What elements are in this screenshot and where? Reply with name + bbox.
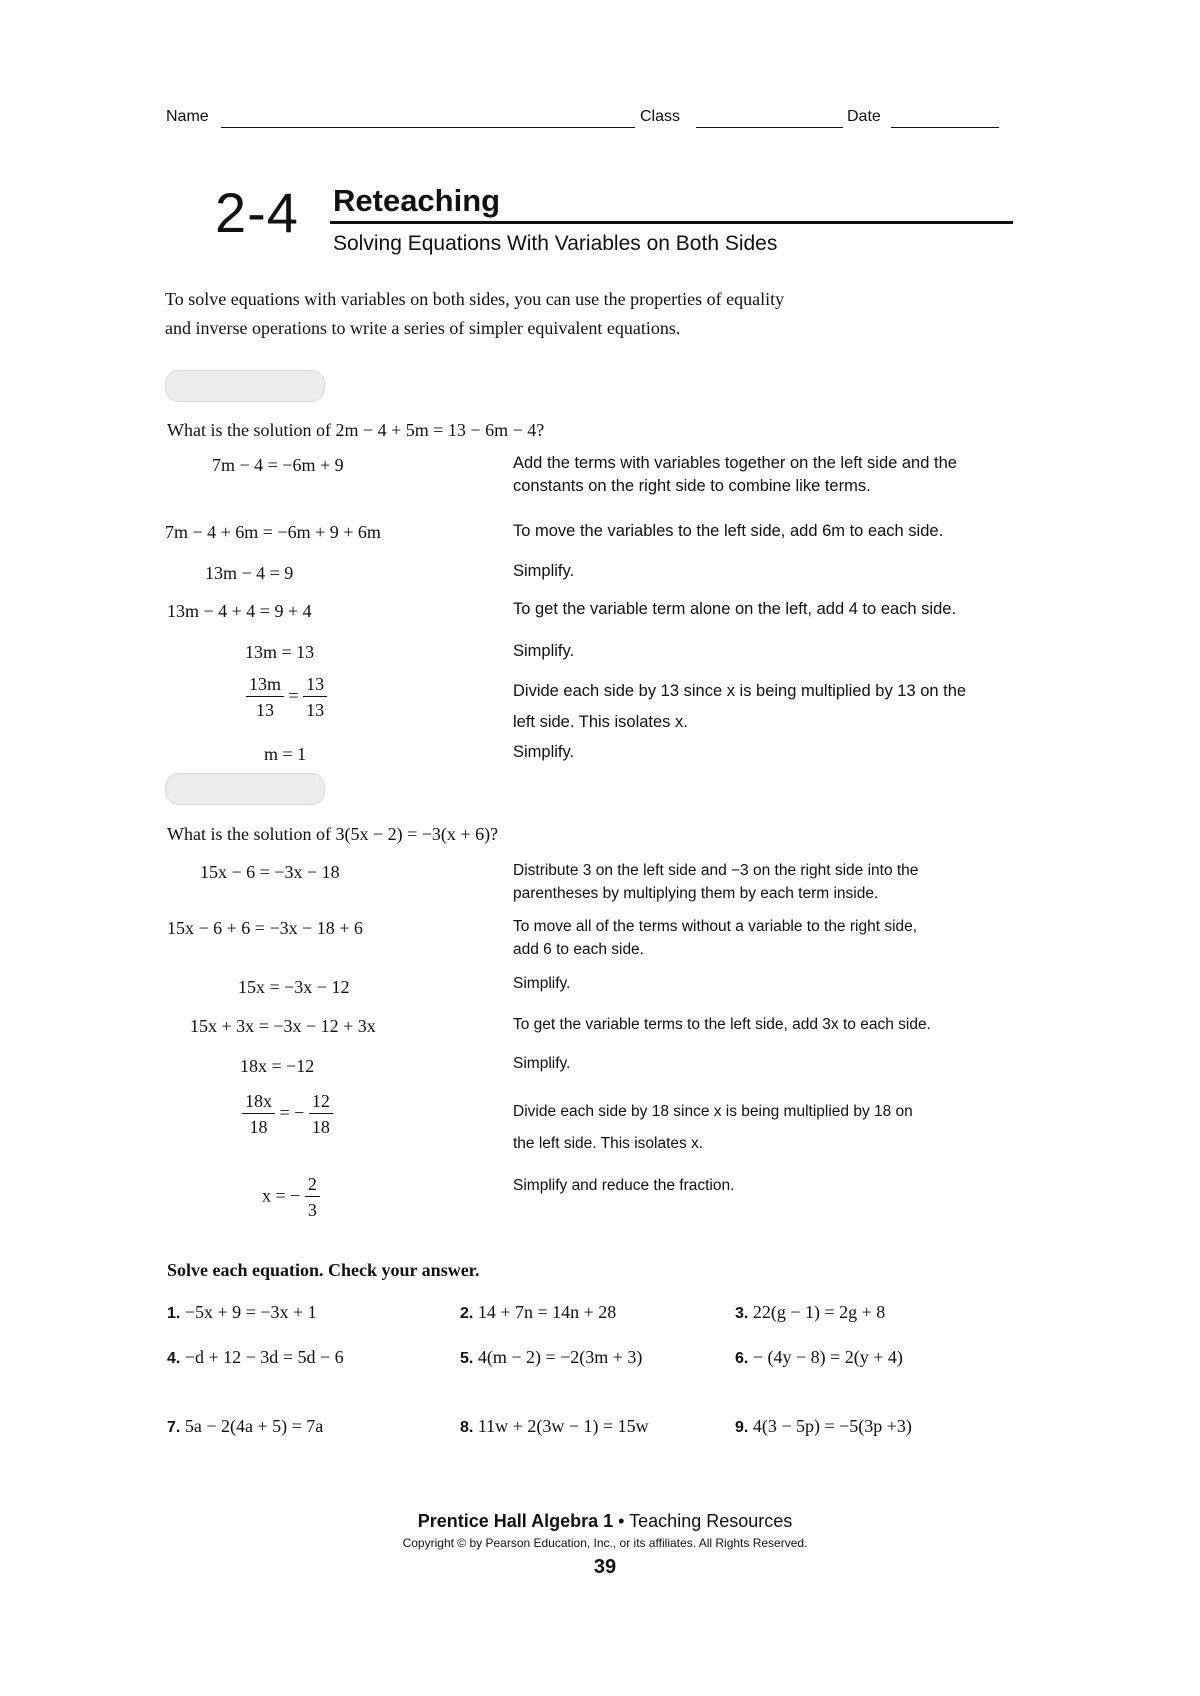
class-line[interactable] bbox=[696, 127, 843, 128]
p2-fraction-right-den: 18 bbox=[311, 1117, 330, 1137]
exercise-1-number: 1. bbox=[167, 1305, 181, 1322]
p2-step-1-eq: 15x − 6 = −3x − 18 bbox=[200, 862, 340, 882]
p2-step-4-desc: To get the variable terms to the left side, add 3x to each side. bbox=[513, 1016, 931, 1033]
exercise-3 bbox=[735, 1302, 885, 1323]
p2-step-2-eq: 15x − 6 + 6 = −3x − 18 + 6 bbox=[167, 918, 363, 938]
p2-step-6-desc-line-2: the left side. This isolates x. bbox=[513, 1135, 704, 1152]
exercise-8-equation: 11w + 2(3w − 1) = 15w bbox=[477, 1416, 649, 1436]
p2-step-2-desc-line-2: add 6 to each side. bbox=[513, 941, 644, 958]
p1-step-7-desc: Simplify. bbox=[513, 743, 575, 761]
p2-step-6-desc bbox=[513, 1096, 1083, 1160]
exercise-3-number: 3. bbox=[735, 1305, 749, 1322]
lesson-number: 2-4 bbox=[215, 181, 299, 244]
p2-step-3-desc: Simplify. bbox=[513, 975, 571, 992]
p1-step-4-desc: To get the variable term alone on the left, add 4 to each side. bbox=[513, 600, 957, 618]
exercise-9-equation: 4(3 − 5p) = −5(3p +3) bbox=[752, 1416, 912, 1436]
p2-step-6-desc-line-1: Divide each side by 18 since x is being multiplied by 18 on bbox=[513, 1103, 913, 1120]
exercise-5-equation: 4(m − 2) = −2(3m + 3) bbox=[477, 1347, 643, 1367]
exercise-2-number: 2. bbox=[460, 1305, 474, 1322]
p2-step-7-fraction-num: 2 bbox=[305, 1172, 320, 1197]
class-label: Class bbox=[640, 108, 681, 125]
lesson-subtitle: Solving Equations With Variables on Both Sides bbox=[333, 232, 778, 255]
p1-fraction-right-den: 13 bbox=[306, 700, 325, 720]
exercise-6-number: 6. bbox=[735, 1350, 749, 1367]
footer-copyright: Copyright © by Pearson Education, Inc., or its affiliates. All Rights Reserved. bbox=[402, 1536, 808, 1550]
exercise-9-number: 9. bbox=[735, 1419, 749, 1436]
p2-step-7-desc: Simplify and reduce the fraction. bbox=[513, 1177, 735, 1194]
exercise-2-equation: 14 + 7n = 14n + 28 bbox=[477, 1302, 617, 1322]
exercise-2 bbox=[460, 1302, 616, 1323]
exercise-7-equation: 5a − 2(4a + 5) = 7a bbox=[184, 1416, 324, 1436]
exercise-1-equation: −5x + 9 = −3x + 1 bbox=[184, 1302, 317, 1322]
p1-fraction-right-num: 13 bbox=[303, 672, 327, 697]
problem-2-tab bbox=[165, 773, 325, 805]
p2-step-1-desc bbox=[513, 859, 1083, 905]
intro-line-2: and inverse operations to write a series of simpler equivalent equations. bbox=[165, 318, 681, 338]
p1-step-5-eq: 13m = 13 bbox=[245, 642, 315, 662]
name-label: Name bbox=[166, 108, 209, 125]
p1-step-4-eq: 13m − 4 + 4 = 9 + 4 bbox=[167, 601, 312, 621]
p1-step-3-desc: Simplify. bbox=[513, 562, 575, 580]
intro-paragraph bbox=[165, 285, 1065, 343]
p2-step-7-eq bbox=[262, 1172, 320, 1223]
p2-step-1-desc-line-2: parentheses by multiplying them by each term inside. bbox=[513, 885, 879, 902]
p2-step-3-eq: 15x = −3x − 12 bbox=[238, 977, 350, 997]
p1-step-6-eq bbox=[246, 672, 327, 723]
exercise-7-number: 7. bbox=[167, 1419, 181, 1436]
p2-step-2-desc-line-1: To move all of the terms without a variable to the right side, bbox=[513, 918, 918, 935]
problem-1-question: What is the solution of 2m − 4 + 5m = 13 − 6m − 4? bbox=[167, 420, 545, 440]
exercise-6-equation: − (4y − 8) = 2(y + 4) bbox=[752, 1347, 903, 1367]
p1-step-1-desc-line-1: Add the terms with variables together on the left side and the bbox=[513, 454, 957, 472]
lesson-title: Reteaching bbox=[333, 183, 501, 218]
p1-fraction-left bbox=[246, 672, 284, 723]
p2-fraction-left-den: 18 bbox=[249, 1117, 268, 1137]
p2-step-1-desc-line-1: Distribute 3 on the left side and −3 on the right side into the bbox=[513, 862, 919, 879]
p1-step-1-desc bbox=[513, 452, 1083, 498]
title-rule bbox=[330, 221, 1013, 224]
exercise-5-number: 5. bbox=[460, 1350, 474, 1367]
p1-step-2-eq: 7m − 4 + 6m = −6m + 9 + 6m bbox=[165, 522, 381, 542]
p1-fraction-eq-sign: = bbox=[288, 685, 299, 706]
p1-step-7-eq: m = 1 bbox=[264, 744, 307, 764]
p1-step-5-desc: Simplify. bbox=[513, 642, 575, 660]
page-number: 39 bbox=[593, 1556, 617, 1578]
exercise-5 bbox=[460, 1347, 642, 1368]
exercise-3-equation: 22(g − 1) = 2g + 8 bbox=[752, 1302, 886, 1322]
exercise-4-number: 4. bbox=[167, 1350, 181, 1367]
p2-fraction-left bbox=[242, 1089, 275, 1140]
exercise-4 bbox=[167, 1347, 344, 1368]
p1-step-6-desc-line-2: left side. This isolates x. bbox=[513, 713, 688, 731]
footer-book-title: Prentice Hall Algebra 1 bbox=[417, 1511, 614, 1531]
exercise-instructions: Solve each equation. Check your answer. bbox=[167, 1260, 480, 1280]
date-label: Date bbox=[847, 108, 881, 125]
p1-step-6-desc-line-1: Divide each side by 13 since x is being multiplied by 13 on the bbox=[513, 682, 967, 700]
exercise-7 bbox=[167, 1416, 323, 1437]
p2-step-7-prefix: x = − bbox=[262, 1185, 301, 1206]
exercise-8-number: 8. bbox=[460, 1419, 474, 1436]
p1-step-1-eq: 7m − 4 = −6m + 9 bbox=[212, 455, 344, 475]
p2-step-7-fraction-den: 3 bbox=[307, 1200, 317, 1220]
p2-fraction-left-num: 18x bbox=[242, 1089, 275, 1114]
p2-step-2-desc bbox=[513, 915, 1083, 961]
p2-fraction-right bbox=[309, 1089, 333, 1140]
problem-1-tab bbox=[165, 370, 325, 402]
date-line[interactable] bbox=[891, 127, 999, 128]
p2-step-5-eq: 18x = −12 bbox=[240, 1056, 315, 1076]
p1-fraction-left-den: 13 bbox=[256, 700, 274, 720]
exercise-6 bbox=[735, 1347, 903, 1368]
footer-book-line bbox=[0, 1511, 1200, 1532]
exercise-9 bbox=[735, 1416, 912, 1437]
intro-line-1: To solve equations with variables on both sides, you can use the properties of equality bbox=[165, 289, 785, 309]
p2-step-6-eq bbox=[242, 1089, 333, 1140]
problem-2-question: What is the solution of 3(5x − 2) = −3(x + 6)? bbox=[167, 824, 499, 844]
exercise-8 bbox=[460, 1416, 649, 1437]
footer-resource: Teaching Resources bbox=[629, 1511, 793, 1531]
p1-step-1-desc-line-2: constants on the right side to combine like terms. bbox=[513, 477, 871, 495]
p2-step-5-desc: Simplify. bbox=[513, 1055, 571, 1072]
p2-fraction-right-num: 12 bbox=[309, 1089, 333, 1114]
exercise-1 bbox=[167, 1302, 317, 1323]
p2-fraction-eq-sign: = − bbox=[279, 1102, 305, 1123]
name-line[interactable] bbox=[221, 127, 635, 128]
p1-fraction-right bbox=[303, 672, 327, 723]
p1-step-6-desc bbox=[513, 676, 1083, 738]
p1-step-3-eq: 13m − 4 = 9 bbox=[205, 563, 294, 583]
footer-bullet: • bbox=[613, 1511, 630, 1531]
p2-step-4-eq: 15x + 3x = −3x − 12 + 3x bbox=[190, 1016, 376, 1036]
p2-step-7-fraction bbox=[305, 1172, 320, 1223]
p1-step-2-desc: To move the variables to the left side, add 6m to each side. bbox=[513, 522, 944, 540]
p1-fraction-left-num: 13m bbox=[246, 672, 284, 697]
exercise-4-equation: −d + 12 − 3d = 5d − 6 bbox=[184, 1347, 344, 1367]
